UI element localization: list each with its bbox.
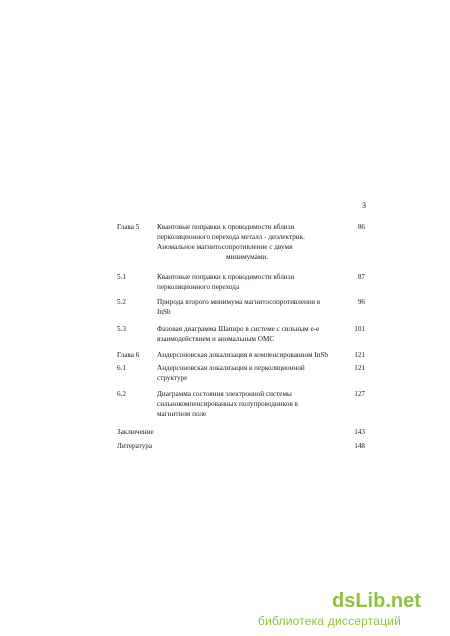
toc-entry-page: 96 <box>357 298 365 306</box>
toc-title-line: Литература <box>117 442 153 450</box>
toc-title-line: Квантовые поправки к проводимости вблизи <box>157 273 295 281</box>
toc-entry-title <box>157 272 337 292</box>
toc-title-line: Природа второго минимума магнитосопротивления в <box>157 298 321 306</box>
toc-entry-number: 6.1 <box>117 364 126 372</box>
toc-title-line: Квантовые поправки к проводимости вблизи <box>157 223 295 231</box>
toc-title-line: Заключение <box>117 428 154 436</box>
toc-entry-title <box>157 389 337 419</box>
toc-entry-page: 101 <box>354 325 365 333</box>
toc-entry-page: 127 <box>354 390 365 398</box>
toc-title-line: структуре <box>157 374 188 382</box>
toc-entry-page: 87 <box>357 273 365 281</box>
toc-entry-title <box>157 297 337 317</box>
toc-entry-title <box>157 222 337 262</box>
watermark-subtitle: библиотека диссертаций <box>258 614 402 628</box>
toc-title-line: магнитном поле <box>157 410 207 418</box>
toc-entry-page: 121 <box>354 364 365 372</box>
toc-entry-number: Глава 6 <box>117 351 140 359</box>
toc-title-line: перколяционного перехода металл - диэлектрик. <box>157 233 305 241</box>
toc-entry-number: 5.3 <box>117 325 126 333</box>
toc-title-line: сильнокомпенсированных полупроводников в <box>157 400 298 408</box>
toc-entry-number: Глава 5 <box>117 223 140 231</box>
toc-entry-page: 121 <box>354 351 365 359</box>
watermark-logo: dsLib.net <box>332 590 421 612</box>
toc-title-line: перколяционного перехода <box>157 283 240 291</box>
toc-entry-page: 143 <box>354 428 365 436</box>
toc-entry-title <box>157 350 337 360</box>
toc-entry-title <box>117 441 337 451</box>
toc-entry-page: 86 <box>357 223 365 231</box>
toc-title-line: Андерсоновская локализация в компенсированном InSb <box>157 351 328 359</box>
toc-title-line: минимумами. <box>225 253 269 261</box>
toc-entry-number: 5.1 <box>117 273 126 281</box>
toc-title-line: Фазовая диаграмма Шапиро в системе с сильным e-e <box>157 325 320 333</box>
toc-title-line: Аномальное магнитосопротивление с двумя <box>157 243 293 251</box>
toc-entry-title <box>157 363 337 383</box>
toc-entry-title <box>157 324 337 344</box>
toc-entry-page: 148 <box>354 442 365 450</box>
toc-entry-title <box>117 427 337 437</box>
toc-title-line: InSb <box>157 308 171 316</box>
toc-entry-number: 5.2 <box>117 298 126 306</box>
page-number: 3 <box>362 201 366 210</box>
toc-entry-number: 6.2 <box>117 390 126 398</box>
toc-title-line: Андерсоновская локализация в перколяционной <box>157 364 305 372</box>
toc-title-line: взаимодействием и аномальным ОМС <box>157 335 275 343</box>
toc-title-line: Диаграмма состояния электронной системы <box>157 390 292 398</box>
